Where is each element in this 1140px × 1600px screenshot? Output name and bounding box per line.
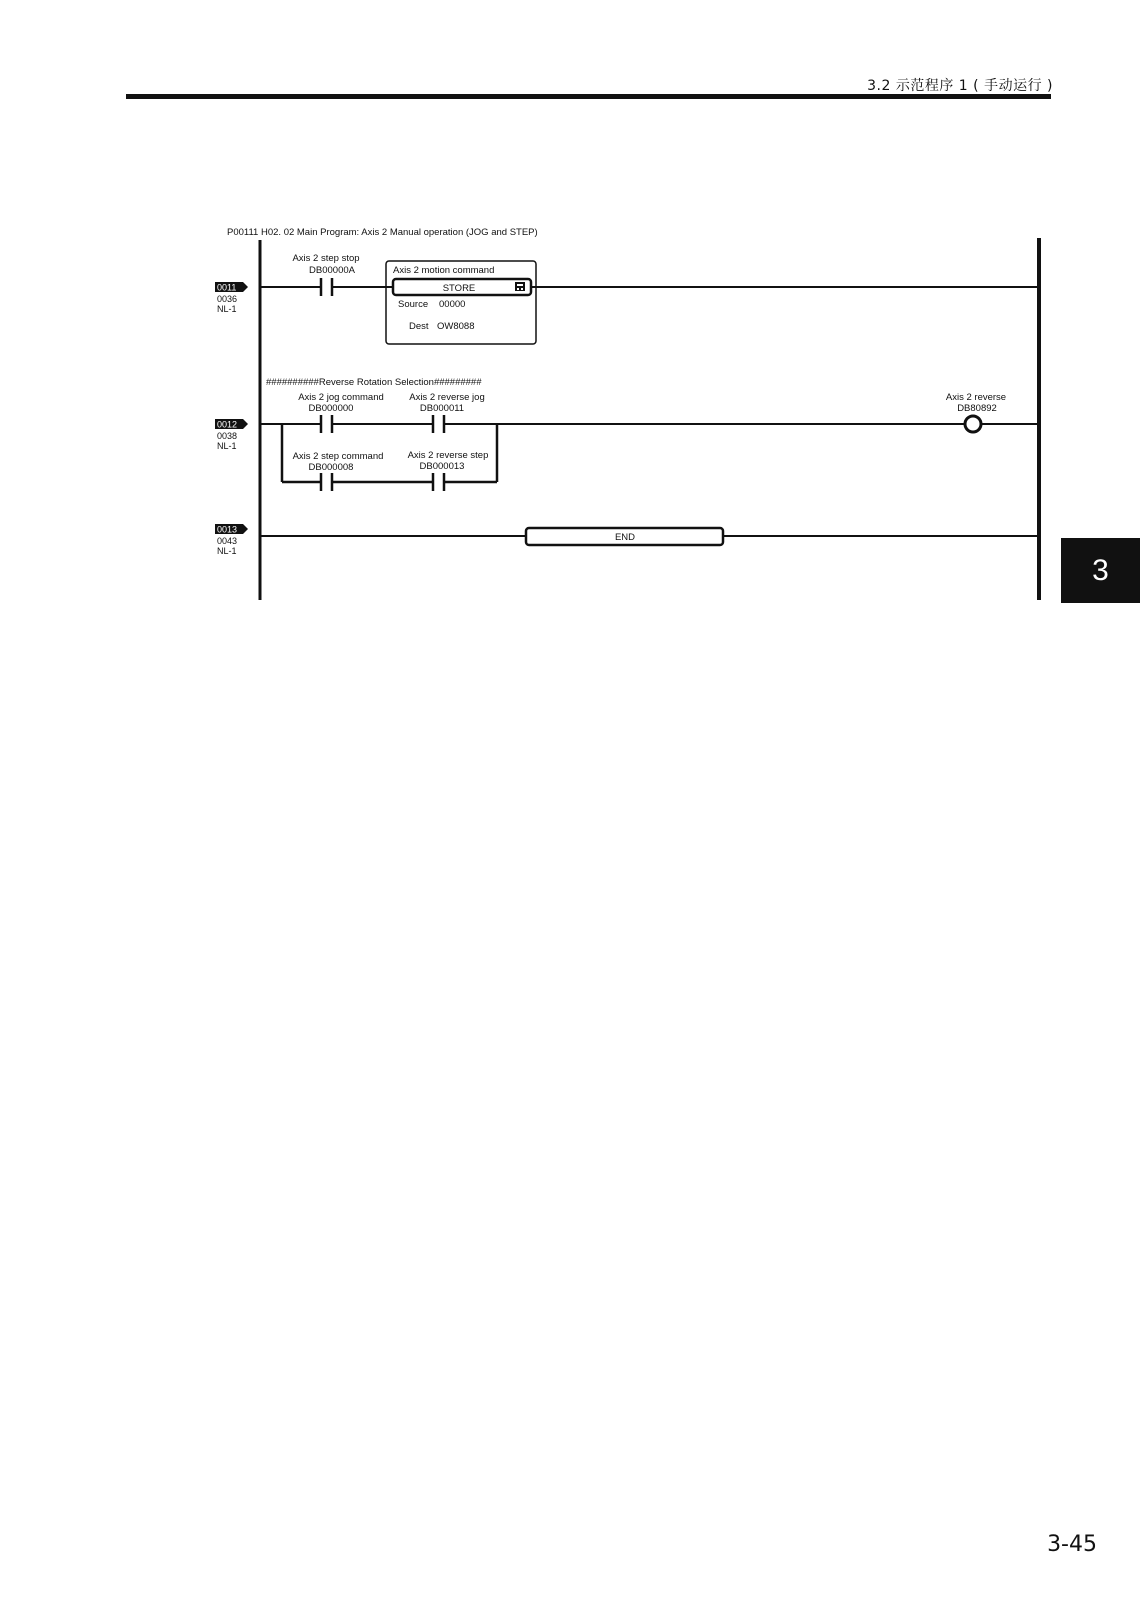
rung-nest: NL-1 — [217, 304, 237, 314]
rung-comment-line: ##########Reverse Rotation Selection######### — [266, 377, 482, 388]
no-contact-icon — [433, 473, 444, 491]
rung-step: 0036 — [217, 294, 238, 304]
rung-step: 0043 — [217, 536, 238, 546]
function-block-store — [386, 261, 536, 344]
rung-0011 — [215, 253, 1039, 344]
no-contact-icon — [321, 473, 332, 491]
store-instruction-icon — [515, 282, 525, 291]
rung-marker-arrow-icon — [243, 524, 248, 534]
rung-0013 — [215, 524, 1039, 556]
contact-address: DB000008 — [308, 462, 354, 473]
end-instruction-label: END — [614, 532, 636, 543]
contact-comment: Axis 2 jog command — [298, 392, 384, 403]
coil-address: DB80892 — [957, 403, 997, 414]
contact-address: DB000000 — [308, 403, 354, 414]
rung-step: 0038 — [217, 431, 238, 441]
contact-address: DB00000A — [309, 265, 355, 276]
rung-number: 0013 — [217, 524, 238, 535]
contact-comment: Axis 2 reverse jog — [409, 392, 485, 403]
chapter-tab: 3 — [1061, 538, 1140, 603]
rung-0012 — [215, 377, 1039, 491]
contact-comment: Axis 2 reverse step — [407, 450, 489, 461]
contact-address: DB000011 — [419, 403, 465, 414]
no-contact-icon — [321, 278, 332, 296]
program-header: P00111 H02. 02 Main Program: Axis 2 Manual operation (JOG and STEP) — [227, 227, 538, 238]
rung-nest: NL-1 — [217, 546, 237, 556]
page-number: 3-45 — [1047, 1532, 1097, 1557]
rung-marker-arrow-icon — [243, 419, 248, 429]
contact-address: DB000013 — [419, 461, 465, 472]
source-value: 00000 — [439, 299, 466, 310]
instruction-name: STORE — [442, 283, 476, 294]
contact-comment: Axis 2 step stop — [292, 253, 360, 264]
section-title: 3.2 示范程序 1 ( 手动运行 ) — [867, 78, 1053, 94]
function-block-comment: Axis 2 motion command — [393, 265, 495, 276]
dest-value: OW8088 — [437, 321, 475, 332]
no-contact-icon — [433, 415, 444, 433]
coil-comment: Axis 2 reverse — [945, 392, 1007, 403]
no-contact-icon — [321, 415, 332, 433]
source-label: Source — [398, 299, 429, 310]
contact-comment: Axis 2 step command — [292, 451, 384, 462]
rung-number: 0012 — [217, 419, 238, 430]
rung-number: 0011 — [217, 282, 237, 293]
rung-marker-arrow-icon — [243, 282, 248, 292]
dest-label: Dest — [409, 321, 429, 332]
rung-nest: NL-1 — [217, 441, 237, 451]
coil-icon — [965, 416, 981, 432]
